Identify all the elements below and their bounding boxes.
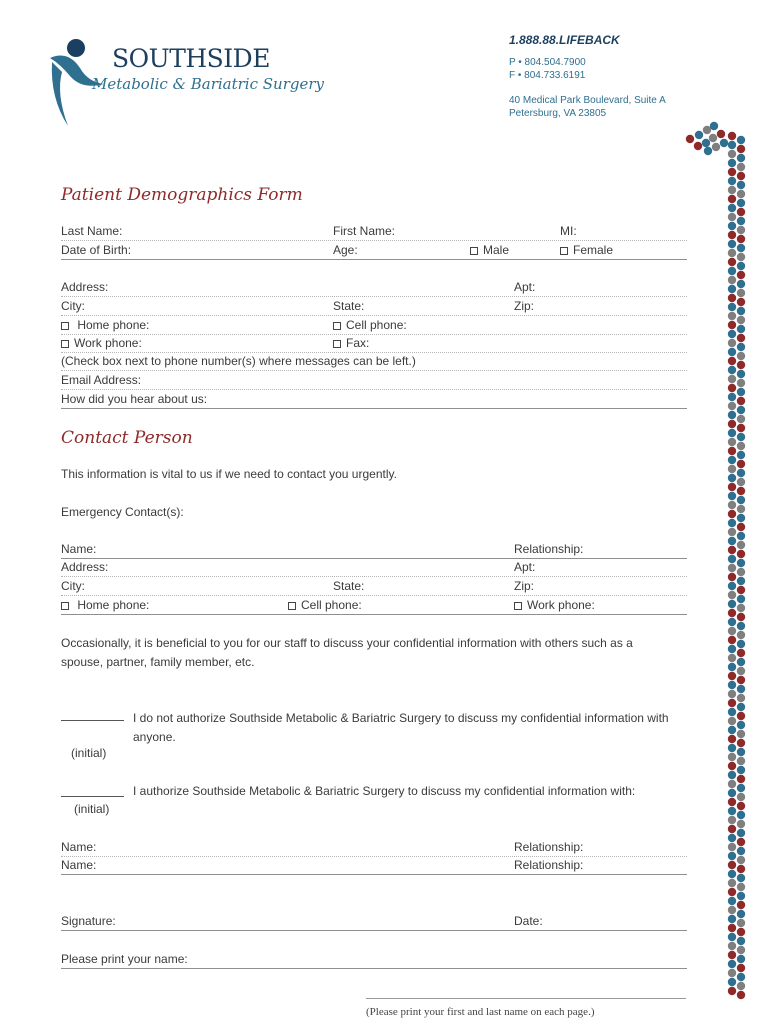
decorative-dot <box>737 298 745 306</box>
decorative-dot <box>728 312 736 320</box>
decorative-dot <box>728 924 736 932</box>
decorative-dot <box>728 195 736 203</box>
decorative-dot <box>703 126 711 134</box>
decorative-dot <box>728 411 736 419</box>
brand-name: SOUTHSIDE <box>112 44 270 73</box>
decorative-dot <box>686 135 694 143</box>
contact-home-phone-checkbox[interactable] <box>61 602 69 610</box>
logo <box>46 38 346 133</box>
decorative-dot <box>737 289 745 297</box>
decorative-dot <box>737 577 745 585</box>
decorative-dot <box>728 681 736 689</box>
contact-work-phone-field[interactable]: Work phone: <box>514 598 595 612</box>
fax-checkbox[interactable] <box>333 340 341 348</box>
decorative-dot <box>712 143 720 151</box>
decorative-dot <box>728 339 736 347</box>
decorative-dot <box>737 703 745 711</box>
decorative-dot <box>728 402 736 410</box>
contact-name-label: Name: <box>61 542 97 556</box>
decorative-dot <box>728 942 736 950</box>
decorative-dot <box>737 622 745 630</box>
decorative-dot <box>737 631 745 639</box>
decorative-dot <box>737 433 745 441</box>
decorative-dot <box>728 258 736 266</box>
occasionally-paragraph: Occasionally, it is beneficial to you for our staff to discuss your confidential information with others such as a spouse, partner, family member, etc. <box>61 636 633 669</box>
decorative-dot <box>737 514 745 522</box>
decorative-dot <box>737 172 745 180</box>
decorative-dot <box>737 892 745 900</box>
decorative-dot <box>728 834 736 842</box>
contact-address-label: Address: <box>61 560 109 574</box>
dob-label: Date of Birth: <box>61 243 132 257</box>
decorative-dot <box>728 717 736 725</box>
decorative-dot <box>737 928 745 936</box>
male-checkbox[interactable] <box>470 247 478 255</box>
decorative-dot <box>702 139 710 147</box>
decorative-dot <box>728 582 736 590</box>
home-phone-checkbox[interactable] <box>61 322 69 330</box>
decorative-dot <box>737 856 745 864</box>
cell-phone-field[interactable]: Cell phone: <box>333 318 407 332</box>
decorative-dot <box>728 375 736 383</box>
decorative-dot <box>728 510 736 518</box>
contact-relationship-label: Relationship: <box>514 542 584 556</box>
decorative-dot <box>728 852 736 860</box>
decorative-dot <box>704 147 712 155</box>
decorative-dot <box>737 712 745 720</box>
decorative-dot <box>728 267 736 275</box>
apt-label: Apt: <box>514 280 536 294</box>
decorative-dot <box>737 766 745 774</box>
decorative-dot <box>737 136 745 144</box>
decorative-dot <box>728 573 736 581</box>
decorative-dot <box>737 901 745 909</box>
decorative-dot <box>728 213 736 221</box>
fax-number: F • 804.733.6191 <box>509 70 586 81</box>
decorative-dot <box>728 690 736 698</box>
decorative-dot <box>728 663 736 671</box>
decorative-dot <box>737 262 745 270</box>
decorative-dot <box>728 960 736 968</box>
emergency-label: Emergency Contact(s): <box>61 505 184 519</box>
initial-blank-2[interactable] <box>61 782 124 797</box>
decorative-dot <box>737 748 745 756</box>
decorative-dot <box>728 150 736 158</box>
decorative-dot <box>728 492 736 500</box>
decorative-dot <box>737 919 745 927</box>
decorative-dot <box>728 879 736 887</box>
decorative-dot <box>737 235 745 243</box>
contact-city-label: City: <box>61 579 85 593</box>
decorative-dot <box>737 487 745 495</box>
decorative-dot <box>737 415 745 423</box>
decorative-dot <box>728 537 736 545</box>
initial-label-2: (initial) <box>74 802 110 816</box>
decorative-dot <box>728 474 736 482</box>
decorative-dot <box>737 181 745 189</box>
decorative-dot <box>737 343 745 351</box>
decorative-dot <box>737 883 745 891</box>
decorative-dot <box>737 604 745 612</box>
decorative-dot <box>737 226 745 234</box>
decorative-dot <box>737 190 745 198</box>
decorative-dot <box>728 186 736 194</box>
decorative-dot <box>737 964 745 972</box>
decorative-dot <box>737 595 745 603</box>
decorative-dot <box>728 951 736 959</box>
decorative-dot <box>728 357 736 365</box>
initial-label-1: (initial) <box>71 746 107 760</box>
decorative-dot <box>737 541 745 549</box>
decorative-dot <box>737 460 745 468</box>
decorative-dot <box>728 429 736 437</box>
decorative-dot <box>728 753 736 761</box>
decorative-dot <box>737 667 745 675</box>
decorative-dot <box>737 613 745 621</box>
decorative-dot <box>728 564 736 572</box>
decorative-dot <box>737 658 745 666</box>
last-name-label: Last Name: <box>61 224 123 238</box>
decorative-dot <box>728 726 736 734</box>
decorative-dot <box>728 861 736 869</box>
decorative-dot <box>728 177 736 185</box>
decorative-dot <box>737 379 745 387</box>
decorative-dot <box>728 348 736 356</box>
decorative-dot <box>737 424 745 432</box>
decorative-dot <box>737 352 745 360</box>
decorative-dot <box>737 217 745 225</box>
decorative-dot <box>737 802 745 810</box>
demographics-title: Patient Demographics Form <box>61 185 303 205</box>
decorative-dot <box>737 775 745 783</box>
address-line-1: 40 Medical Park Boulevard, Suite A <box>509 95 666 106</box>
decorative-dot <box>737 793 745 801</box>
decorative-dot <box>728 744 736 752</box>
decorative-dot <box>728 438 736 446</box>
decorative-dot <box>737 361 745 369</box>
authorize-text: I authorize Southside Metabolic & Bariatric Surgery to discuss my confidential information with: <box>133 784 636 798</box>
decorative-dot <box>737 559 745 567</box>
decorative-dot <box>737 532 745 540</box>
decorative-dot <box>737 271 745 279</box>
decorative-dot <box>728 762 736 770</box>
decorative-dot <box>737 208 745 216</box>
decorative-dot <box>728 708 736 716</box>
decorative-dot <box>728 222 736 230</box>
decorative-dot <box>737 388 745 396</box>
decorative-dot <box>737 442 745 450</box>
mi-label: MI: <box>560 224 577 238</box>
contact-cell-phone-checkbox[interactable] <box>288 602 296 610</box>
decorative-dot <box>728 393 736 401</box>
age-label: Age: <box>333 243 358 257</box>
decorative-dot <box>737 730 745 738</box>
brand-tagline: Metabolic & Bariatric Surgery <box>92 75 324 93</box>
decorative-dot <box>737 874 745 882</box>
decorative-dot <box>737 280 745 288</box>
decorative-dot <box>737 955 745 963</box>
cell-phone-checkbox[interactable] <box>333 322 341 330</box>
female-option[interactable]: Female <box>560 243 613 257</box>
decorative-dot <box>737 370 745 378</box>
contact-state-label: State: <box>333 579 365 593</box>
decorative-dot <box>737 406 745 414</box>
decorative-dot <box>737 469 745 477</box>
email-label: Email Address: <box>61 373 142 387</box>
fax-field[interactable]: Fax: <box>333 336 369 350</box>
decorative-dot <box>728 303 736 311</box>
decorative-dot <box>728 600 736 608</box>
decorative-dot <box>728 618 736 626</box>
decorative-dot <box>728 528 736 536</box>
decorative-dot <box>737 757 745 765</box>
decorative-dot <box>728 366 736 374</box>
decorative-dot <box>737 784 745 792</box>
decorative-dot <box>728 933 736 941</box>
decorative-dot <box>728 789 736 797</box>
decorative-dot <box>728 969 736 977</box>
decorative-dot <box>737 838 745 846</box>
decorative-dot <box>728 204 736 212</box>
decorative-dot <box>728 897 736 905</box>
decorative-dot <box>737 865 745 873</box>
initial-blank-1[interactable] <box>61 706 124 721</box>
decorative-dot <box>737 829 745 837</box>
decorative-dot <box>728 285 736 293</box>
decorative-dot <box>737 739 745 747</box>
auth-name-label-2: Name: <box>61 858 97 872</box>
female-checkbox[interactable] <box>560 247 568 255</box>
decorative-dot <box>728 636 736 644</box>
decorative-dot <box>737 316 745 324</box>
decorative-dot <box>728 555 736 563</box>
decorative-dot <box>728 483 736 491</box>
decorative-dot <box>728 627 736 635</box>
work-phone-field[interactable]: Work phone: <box>61 336 142 350</box>
contact-apt-label: Apt: <box>514 560 536 574</box>
decorative-dot <box>737 640 745 648</box>
decorative-dot <box>728 501 736 509</box>
auth-name-label-1: Name: <box>61 840 97 854</box>
auth-relationship-label-1: Relationship: <box>514 840 584 854</box>
decorative-dot <box>728 591 736 599</box>
decorative-dot <box>717 130 725 138</box>
decorative-dot <box>728 609 736 617</box>
check-note: (Check box next to phone number(s) where messages can be left.) <box>61 354 416 368</box>
decorative-dot <box>737 334 745 342</box>
decorative-dot <box>737 586 745 594</box>
decorative-dot <box>737 199 745 207</box>
decorative-dot <box>728 780 736 788</box>
contact-home-phone-field[interactable]: Home phone: <box>61 598 149 612</box>
decorative-dot <box>720 139 728 147</box>
work-phone-checkbox[interactable] <box>61 340 69 348</box>
decorative-dot <box>728 132 736 140</box>
decorative-dot <box>728 699 736 707</box>
decorative-dot <box>728 771 736 779</box>
signature-label: Signature: <box>61 914 116 928</box>
first-name-label: First Name: <box>333 224 396 238</box>
decorative-dot <box>728 159 736 167</box>
decorative-dot <box>728 798 736 806</box>
auth-relationship-label-2: Relationship: <box>514 858 584 872</box>
decorative-dot <box>728 276 736 284</box>
decorative-dot <box>728 906 736 914</box>
decorative-dot <box>728 978 736 986</box>
decorative-dot <box>737 244 745 252</box>
not-authorize-text: I do not authorize Southside Metabolic & Bariatric Surgery to discuss my confidential information with anyone. <box>133 711 669 744</box>
decorative-dot <box>728 420 736 428</box>
decorative-dot <box>737 991 745 999</box>
decorative-dot <box>728 249 736 257</box>
phone-number: P • 804.504.7900 <box>509 57 586 68</box>
decorative-dot <box>737 649 745 657</box>
decorative-dot <box>728 735 736 743</box>
decorative-dot <box>728 384 736 392</box>
decorative-dot <box>728 870 736 878</box>
decorative-dot <box>728 654 736 662</box>
decorative-dot <box>737 163 745 171</box>
contact-intro: This information is vital to us if we need to contact you urgently. <box>61 467 397 481</box>
decorative-dot <box>737 847 745 855</box>
decorative-dot <box>737 478 745 486</box>
decorative-dot <box>737 568 745 576</box>
decorative-dot <box>737 523 745 531</box>
contact-work-phone-checkbox[interactable] <box>514 602 522 610</box>
decorative-dot <box>737 676 745 684</box>
print-name-label: Please print your name: <box>61 952 188 966</box>
decorative-dot <box>737 145 745 153</box>
contact-cell-phone-field[interactable]: Cell phone: <box>288 598 362 612</box>
state-label: State: <box>333 299 365 313</box>
decorative-dot <box>737 937 745 945</box>
decorative-dot <box>737 550 745 558</box>
decorative-dot <box>728 330 736 338</box>
decorative-dot <box>737 325 745 333</box>
decorative-dot <box>728 519 736 527</box>
home-phone-field[interactable]: Home phone: <box>61 318 149 332</box>
decorative-dot <box>737 397 745 405</box>
decorative-dot <box>737 451 745 459</box>
decorative-dot <box>737 982 745 990</box>
decorative-dot <box>728 888 736 896</box>
decorative-dot <box>728 546 736 554</box>
decorative-dot <box>737 973 745 981</box>
decorative-dot <box>728 456 736 464</box>
decorative-dot <box>737 685 745 693</box>
decorative-dot <box>737 154 745 162</box>
decorative-dot <box>709 134 717 142</box>
decorative-dot <box>728 672 736 680</box>
footer-note: (Please print your first and last name on each page.) <box>366 1006 595 1018</box>
decorative-dot <box>737 253 745 261</box>
address-label: Address: <box>61 280 109 294</box>
decorative-dot <box>737 505 745 513</box>
hear-about-label: How did you hear about us: <box>61 392 208 406</box>
hotline: 1.888.88.LIFEBACK <box>509 33 620 47</box>
decorative-dot <box>728 825 736 833</box>
decorative-dot <box>737 307 745 315</box>
decorative-dot <box>728 645 736 653</box>
decorative-dot <box>728 240 736 248</box>
decorative-dot <box>728 321 736 329</box>
decorative-dot <box>728 987 736 995</box>
decorative-dot <box>737 811 745 819</box>
decorative-dot <box>728 294 736 302</box>
decorative-dot <box>737 496 745 504</box>
address-line-2: Petersburg, VA 23805 <box>509 108 607 119</box>
decorative-dot <box>728 168 736 176</box>
male-option[interactable]: Male <box>470 243 509 257</box>
decorative-dot <box>695 131 703 139</box>
city-label: City: <box>61 299 85 313</box>
decorative-dot <box>737 694 745 702</box>
decorative-dot <box>737 721 745 729</box>
date-label: Date: <box>514 914 543 928</box>
decorative-dot <box>737 910 745 918</box>
decorative-dot <box>728 915 736 923</box>
decorative-dot <box>737 946 745 954</box>
decorative-dot <box>728 807 736 815</box>
decorative-dot <box>728 231 736 239</box>
contact-title: Contact Person <box>61 428 193 448</box>
zip-label: Zip: <box>514 299 535 313</box>
decorative-dot <box>737 820 745 828</box>
decorative-dot <box>728 141 736 149</box>
decorative-dot <box>728 465 736 473</box>
contact-zip-label: Zip: <box>514 579 535 593</box>
decorative-dot <box>728 843 736 851</box>
decorative-dot <box>728 447 736 455</box>
decorative-dot <box>694 142 702 150</box>
decorative-dot <box>728 816 736 824</box>
decorative-dot <box>710 122 718 130</box>
